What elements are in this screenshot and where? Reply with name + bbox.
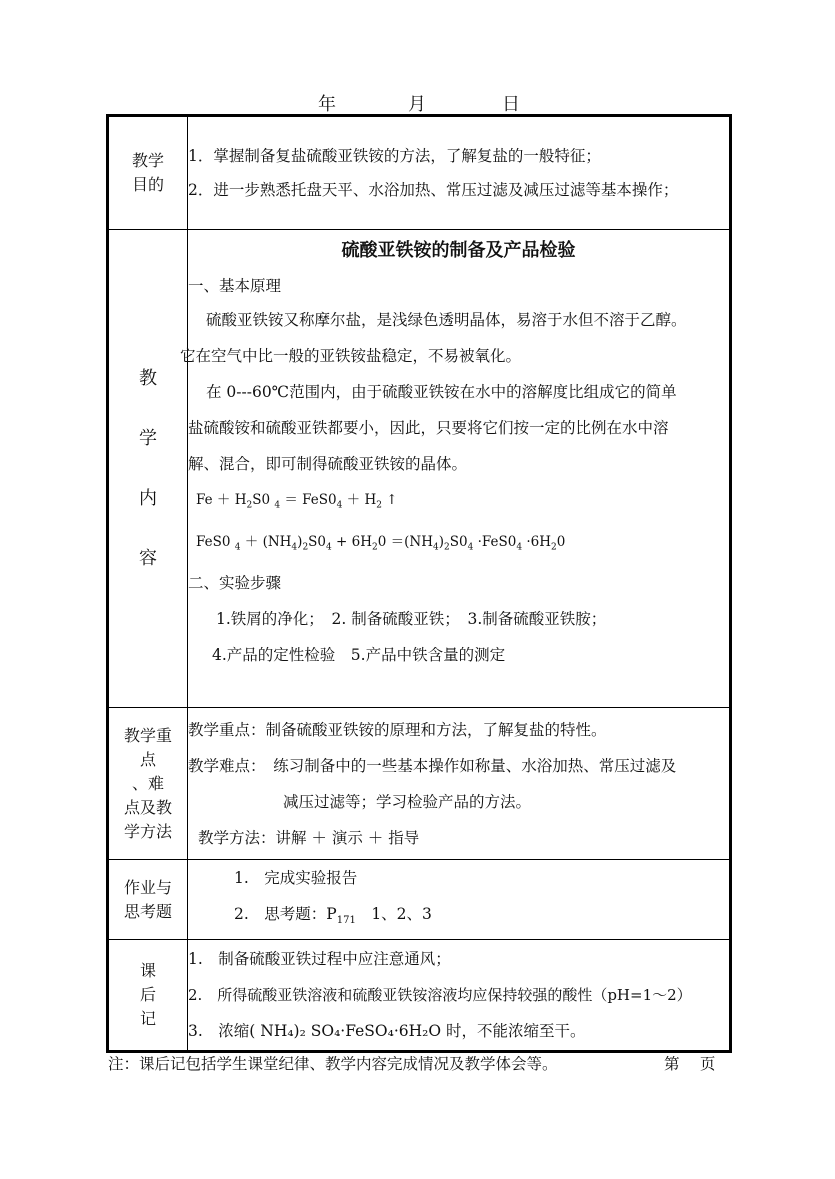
day-label: 日	[502, 94, 520, 115]
keypoints-label: 教学重 点 、难 点及教 学方法	[108, 708, 188, 860]
goals-content	[188, 116, 731, 230]
steps-line: 1.铁屑的净化； 2. 制备硫酸亚铁； 3.制备硫酸亚铁胺；	[216, 610, 607, 629]
footer-note-text: 注：课后记包括学生课堂纪律、教学内容完成情况及教学体会等。	[108, 1055, 558, 1073]
content-body	[180, 230, 731, 708]
date-header	[0, 90, 835, 116]
lesson-plan-table	[106, 114, 732, 1053]
page-number: 第 页	[664, 1055, 716, 1073]
homework-label: 作业与 思考题	[108, 860, 188, 940]
equation-1: $Fe + H_2S0$ $_4 = FeS0_4 + H_2$ ↑	[196, 492, 398, 511]
text-line: 解、混合，即可制得硫酸亚铁铵的晶体。	[188, 455, 468, 473]
equation-2: FeS0 $_4 + (NH_4)_2S0_4 + 6H_20 =(NH_4)_2S0_4 \cdot FeS0_4 \cdot 6H_20$	[196, 533, 566, 553]
keypoints-content	[188, 708, 731, 860]
text-line: 它在空气中比一般的亚铁铵盐稳定，不易被氧化。	[180, 347, 522, 365]
content-row	[108, 230, 731, 708]
month-label: 月	[408, 94, 426, 115]
content-label: 教 学 内 容	[108, 230, 188, 708]
goal-item: 2．进一步熟悉托盘天平、水浴加热、常压过滤及减压过滤等基本操作；	[188, 181, 679, 199]
focus-line: 教学重点：制备硫酸亚铁铵的原理和方法，了解复盐的特性。	[188, 720, 607, 739]
content-title: 硫酸亚铁铵的制备及产品检验	[341, 240, 576, 261]
section-steps: 二、实验步骤	[188, 574, 282, 593]
section-principle: 一、基本原理	[188, 277, 282, 295]
goals-label: 教学 目的	[108, 116, 188, 230]
keypoints-row	[108, 708, 731, 860]
afterclass-label: 课 后 记	[108, 940, 188, 1052]
year-label: 年	[318, 94, 336, 115]
text-line: 盐硫酸铵和硫酸亚铁都要小，因此，只要将它们按一定的比例在水中溶	[188, 419, 669, 437]
footer-note	[108, 1052, 748, 1074]
text-line: 在 0---60℃范围内，由于硫酸亚铁铵在水中的溶解度比组成它的简单	[206, 383, 677, 401]
homework-row	[108, 860, 731, 940]
afterclass-item: 2. 所得硫酸亚铁溶液和硫酸亚铁铵溶液均应保持较强的酸性（pH=1～2）	[188, 986, 692, 1005]
steps-line: 4.产品的定性检验 5.产品中铁含量的测定	[212, 646, 506, 665]
goals-row	[108, 116, 731, 230]
homework-content	[188, 860, 731, 940]
text-line: 硫酸亚铁铵又称摩尔盐，是浅绿色透明晶体，易溶于水但不溶于乙醇。	[206, 311, 687, 329]
afterclass-content	[188, 940, 731, 1052]
goal-item: 1．掌握制备复盐硫酸亚铁铵的方法，了解复盐的一般特征；	[188, 147, 601, 165]
method-line: 教学方法：讲解 ＋ 演示 ＋ 指导	[198, 828, 420, 847]
afterclass-item: 3. 浓缩( NH₄)₂ SO₄·FeSO₄·6H₂O 时，不能浓缩至干。	[188, 1022, 586, 1041]
difficulty-line: 减压过滤等；学习检验产品的方法。	[283, 792, 532, 811]
afterclass-item: 1. 制备硫酸亚铁过程中应注意通风；	[188, 950, 451, 969]
afterclass-row	[108, 940, 731, 1052]
homework-item: 1. 完成实验报告	[234, 869, 358, 887]
difficulty-line: 教学难点： 练习制备中的一些基本操作如称量、水浴加热、常压过滤及	[188, 756, 677, 775]
homework-item: 2. 思考题：$P_{171}$ 1、2、3	[234, 905, 432, 927]
